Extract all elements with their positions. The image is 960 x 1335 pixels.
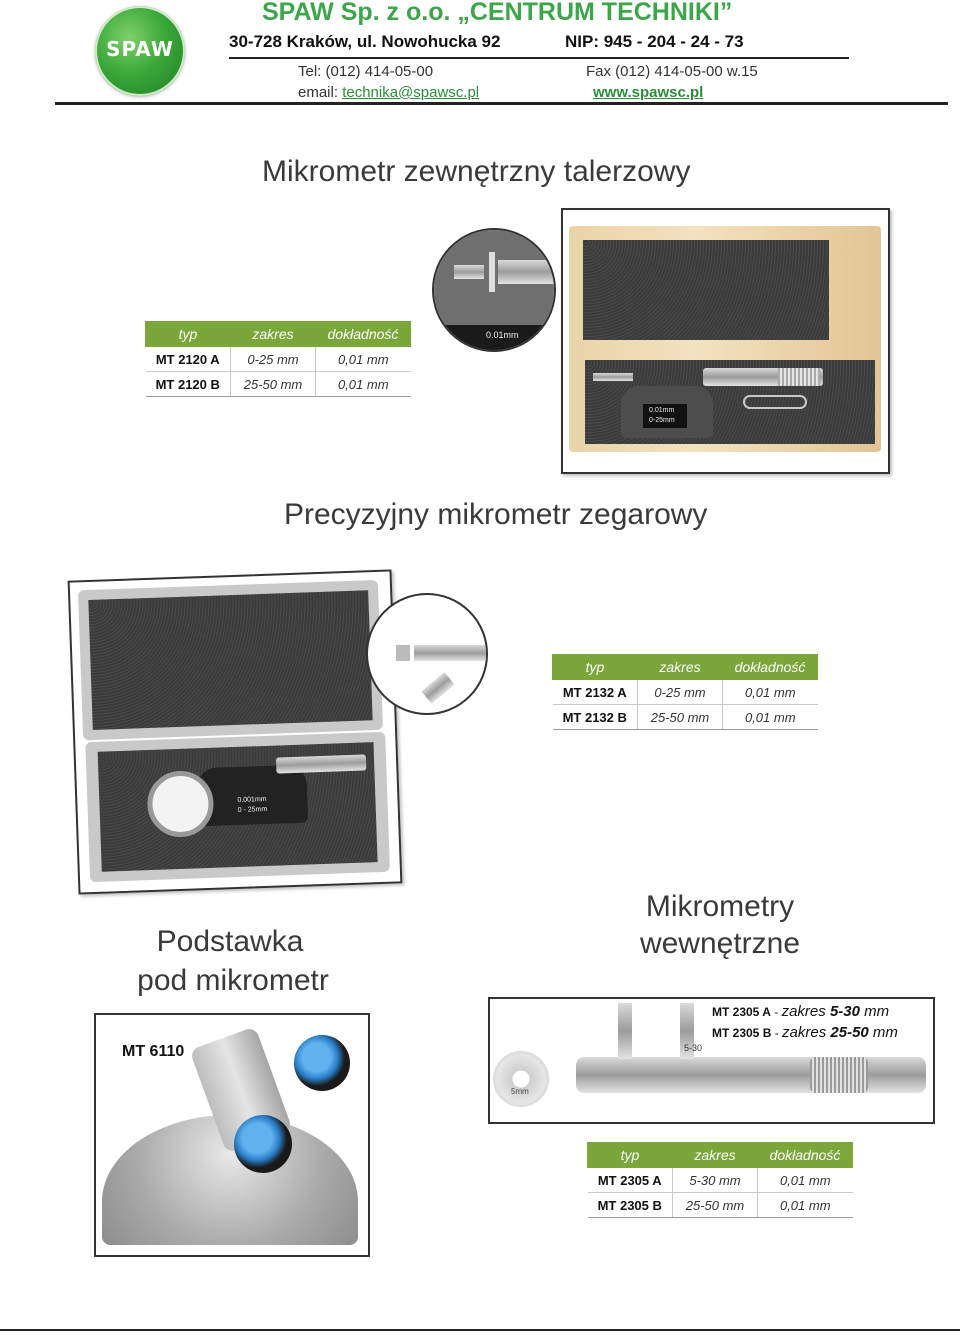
header-divider [229,57,849,59]
table-row [146,347,411,372]
scale-label: 5-30 [684,1043,703,1053]
cell-dokladnosc: 0,01 mm [723,705,818,730]
cell-dokladnosc: 0,01 mm [316,347,411,372]
website-link[interactable]: www.spawsc.pl [593,84,704,101]
section-title-podstawka-2: pod mikrometr [137,964,329,997]
cell-dokladnosc: 0,01 mm [758,1168,853,1193]
column-header: dokładność [723,655,818,680]
company-fax: Fax (012) 414-05-00 w.15 [586,63,758,80]
column-header: typ [553,655,638,680]
table-header-row [588,1143,853,1168]
model-range-a: MT 2305 A - zakres 5-30 mm [712,1003,890,1020]
photo-label: 0-25mm [649,417,675,424]
product-image-podstawka [94,1013,370,1257]
section-title-podstawka-1: Podstawka [156,925,304,958]
knob-icon [294,1035,350,1091]
cell-zakres: 5-30 mm [673,1168,758,1193]
knob-icon [234,1115,292,1173]
cell-zakres: 0-25 mm [638,680,723,705]
detail-lens-image [432,228,556,352]
cell-typ: MT 2120 A [146,347,231,372]
section-title-wewnetrzne-1: Mikrometry [645,890,795,923]
cell-typ: MT 2132 A [553,680,638,705]
cell-dokladnosc: 0,01 mm [723,680,818,705]
calibration-ring [493,1051,549,1107]
cell-zakres: 25-50 mm [231,372,316,397]
column-header: typ [588,1143,673,1168]
spec-table-talerzowy [145,321,411,397]
footer-rule [0,1329,960,1331]
cell-typ: MT 2305 A [588,1168,673,1193]
photo-label: 0.001mm [237,795,267,804]
column-header: zakres [231,322,316,347]
product-image-talerzowy [561,208,890,474]
column-header: zakres [638,655,723,680]
cell-typ: MT 2132 B [553,705,638,730]
spec-table-zegarowy [552,654,818,730]
email-link[interactable]: technika@spawsc.pl [342,84,480,101]
company-nip: NIP: 945 - 204 - 24 - 73 [565,32,744,51]
cell-dokladnosc: 0,01 mm [758,1193,853,1218]
table-header-row [146,322,411,347]
section-title-zegarowy: Precyzyjny mikrometr zegarowy [284,498,708,531]
column-header: dokładność [316,322,411,347]
table-row [553,680,818,705]
detail-lens-image-2 [366,593,488,715]
company-address: 30-728 Kraków, ul. Nowohucka 92 [229,32,501,51]
product-image-zegarowy [68,569,403,894]
product-image-wewnetrzne [488,997,935,1124]
cell-zakres: 25-50 mm [673,1193,758,1218]
cell-typ: MT 2120 B [146,372,231,397]
table-row [553,705,818,730]
section-title-talerzowy: Mikrometr zewnętrzny talerzowy [262,155,691,188]
column-header: dokładność [758,1143,853,1168]
photo-label: 0.01mm [649,407,675,414]
company-name: SPAW Sp. z o.o. „CENTRUM TECHNIKI” [262,0,733,26]
ring-label: 5mm [511,1087,529,1096]
photo-label: 0 - 25mm [237,805,268,814]
cell-typ: MT 2305 B [588,1193,673,1218]
model-label: MT 6110 [122,1043,185,1060]
section-title-wewnetrzne-2: wewnętrzne [639,927,801,960]
cell-zakres: 25-50 mm [638,705,723,730]
model-code: MT 2305 A [712,1005,771,1019]
logo-text: SPAW [106,37,174,61]
table-row [146,372,411,397]
table-row [588,1168,853,1193]
lens-label: 0.01mm [486,330,519,340]
model-code: MT 2305 B [712,1026,772,1040]
company-phone: Tel: (012) 414-05-00 [298,63,434,80]
column-header: zakres [673,1143,758,1168]
spec-table-wewnetrzne [587,1142,853,1218]
table-header-row [553,655,818,680]
email-label: email: [298,84,343,101]
model-range-b: MT 2305 B - zakres 25-50 mm [712,1024,898,1041]
cell-zakres: 0-25 mm [231,347,316,372]
table-row [588,1193,853,1218]
cell-dokladnosc: 0,01 mm [316,372,411,397]
company-email [298,84,479,101]
column-header: typ [146,322,231,347]
header-rule [55,102,948,105]
